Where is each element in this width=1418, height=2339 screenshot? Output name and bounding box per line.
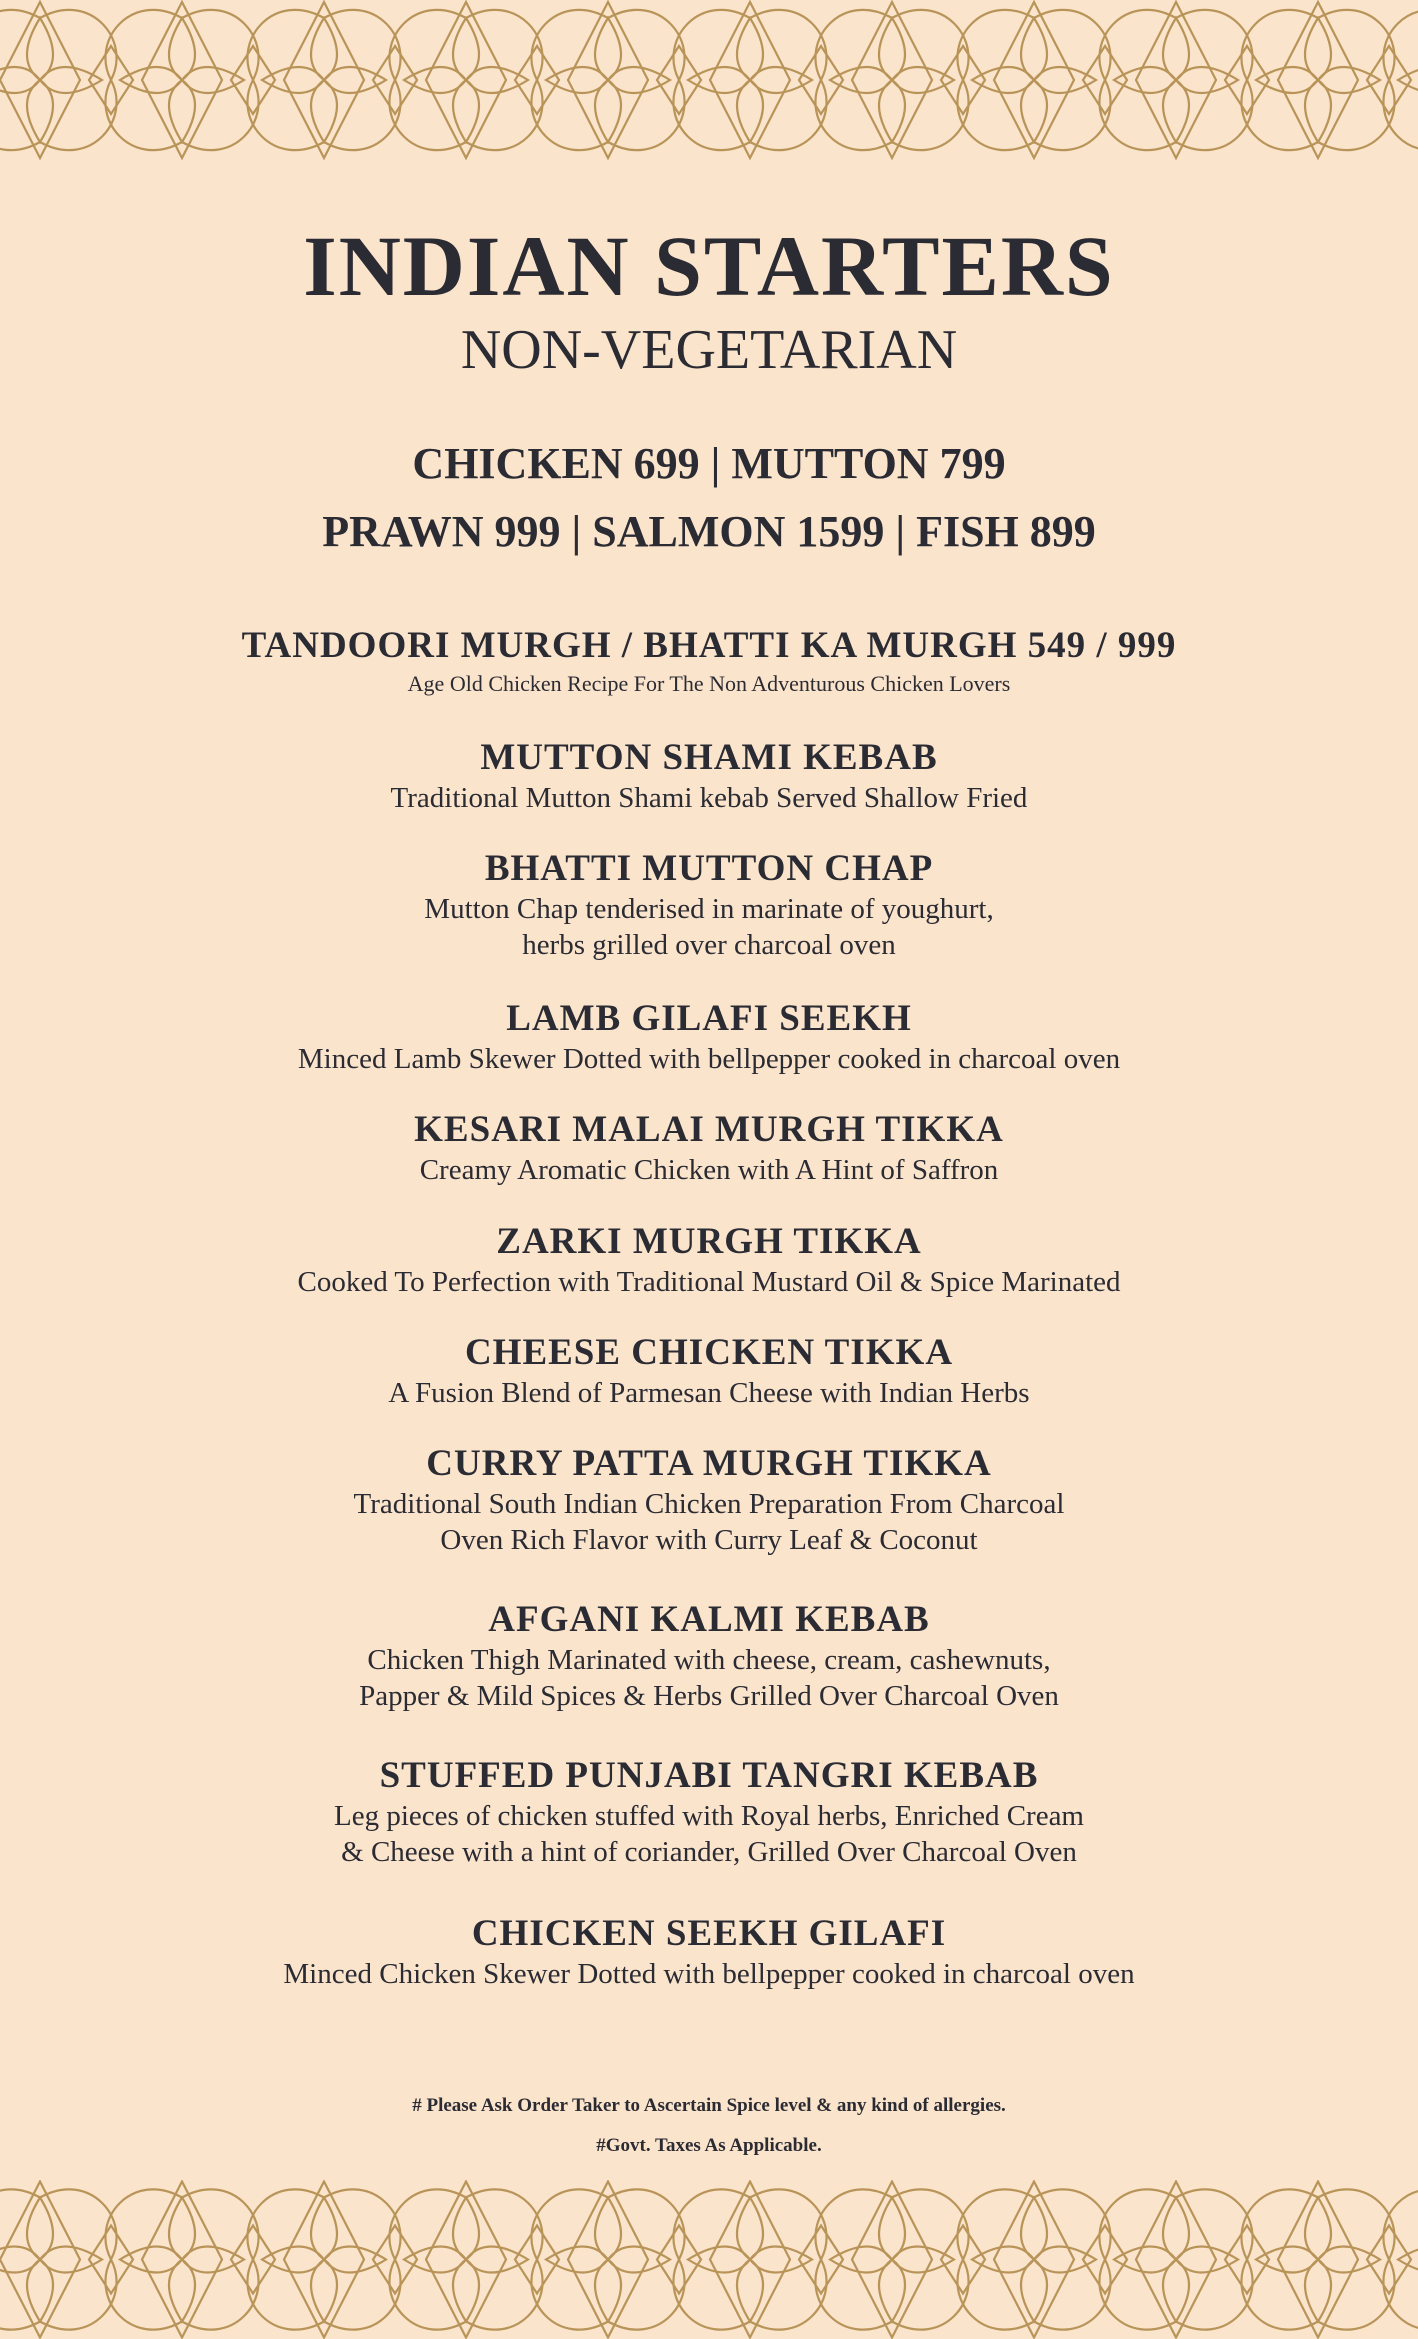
price-line-2: PRAWN 999 | SALMON 1599 | FISH 899: [322, 507, 1096, 556]
menu-items-list: [0, 624, 1418, 2022]
top-ornamental-border: [0, 0, 1418, 160]
item-description: Traditional Mutton Shami kebab Served Shallow Fried: [390, 782, 1028, 814]
ornament-motif: [1114, 2, 1318, 158]
ornament-motif: [0, 2, 182, 158]
ornament-motif: [1398, 2, 1418, 158]
item-description: Minced Chicken Skewer Dotted with bellpepper cooked in charcoal oven: [283, 1958, 1135, 1990]
item-description: Leg pieces of chicken stuffed with Royal herbs, Enriched Cream & Cheese with a hint of coriander, Grilled Over Charcoal Oven: [334, 1800, 1084, 1868]
ornament-motif: [1398, 2182, 1418, 2338]
ornament-motif: [688, 2182, 892, 2338]
ornament-motif: [0, 2, 40, 158]
menu-item: [0, 624, 1418, 736]
item-description: Traditional South Indian Chicken Preparation From Charcoal Oven Rich Flavor with Curry Leaf & Coconut: [353, 1488, 1065, 1556]
ornament-motif: [1114, 2182, 1318, 2338]
tax-note: #Govt. Taxes As Applicable.: [596, 2135, 822, 2156]
ornament-motif: [120, 2, 324, 158]
item-name: KESARI MALAI MURGH TIKKA: [414, 1109, 1004, 1150]
item-name: STUFFED PUNJABI TANGRI KEBAB: [379, 1755, 1039, 1796]
ornament-motif: [546, 2, 750, 158]
menu-item: [0, 1220, 1418, 1331]
ornament-motif: [688, 2, 892, 158]
item-name: TANDOORI MURGH / BHATTI KA MURGH 549 / 999: [241, 625, 1177, 666]
price-line-1: CHICKEN 699 | MUTTON 799: [412, 439, 1006, 488]
menu-item: [0, 736, 1418, 847]
ornament-motif: [972, 2, 1176, 158]
ornament-motif: [404, 2182, 608, 2338]
menu-item: [0, 1442, 1418, 1598]
ornament-motif: [0, 2182, 182, 2338]
item-name: BHATTI MUTTON CHAP: [484, 848, 934, 889]
menu-item: [0, 847, 1418, 997]
menu-item: [0, 1108, 1418, 1220]
item-name: CURRY PATTA MURGH TIKKA: [426, 1443, 992, 1484]
menu-item: [0, 1754, 1418, 1912]
item-name: ZARKI MURGH TIKKA: [496, 1221, 922, 1262]
menu-item: [0, 997, 1418, 1108]
item-name: CHICKEN SEEKH GILAFI: [471, 1913, 947, 1954]
item-description: Mutton Chap tenderised in marinate of youghurt, herbs grilled over charcoal oven: [424, 893, 994, 961]
ornament-motif: [404, 2, 608, 158]
ornament-motif: [830, 2, 1034, 158]
ornament-motif: [1256, 2182, 1418, 2338]
page-subtitle: NON-VEGETARIAN: [460, 319, 958, 381]
item-description: Minced Lamb Skewer Dotted with bellpepper cooked in charcoal oven: [297, 1043, 1121, 1075]
ornament-motif: [0, 2182, 40, 2338]
menu-item: [0, 1598, 1418, 1754]
item-description: Chicken Thigh Marinated with cheese, cream, cashewnuts, Papper & Mild Spices & Herbs Grilled Over Charcoal Oven: [359, 1644, 1059, 1712]
ornament-motif: [972, 2182, 1176, 2338]
ornament-motif: [120, 2182, 324, 2338]
item-description: A Fusion Blend of Parmesan Cheese with Indian Herbs: [388, 1377, 1030, 1409]
item-name: AFGANI KALMI KEBAB: [488, 1599, 930, 1640]
page-title: INDIAN STARTERS: [303, 218, 1115, 314]
footer-notes: [0, 2086, 1418, 2166]
menu-item: [0, 1331, 1418, 1442]
ornament-motif: [546, 2182, 750, 2338]
spice-allergy-note: # Please Ask Order Taker to Ascertain Spice level & any kind of allergies.: [412, 2095, 1006, 2116]
item-description: Age Old Chicken Recipe For The Non Adventurous Chicken Lovers: [407, 671, 1011, 696]
item-name: LAMB GILAFI SEEKH: [506, 998, 912, 1039]
bottom-ornamental-border: [0, 2180, 1418, 2339]
item-name: MUTTON SHAMI KEBAB: [480, 737, 938, 778]
menu-item: [0, 1912, 1418, 2022]
ornament-motif: [262, 2182, 466, 2338]
ornament-motif: [1256, 2, 1418, 158]
ornament-motif: [830, 2182, 1034, 2338]
item-description: Creamy Aromatic Chicken with A Hint of Saffron: [419, 1154, 999, 1186]
item-name: CHEESE CHICKEN TIKKA: [464, 1332, 954, 1373]
ornament-motif: [262, 2, 466, 158]
item-description: Cooked To Perfection with Traditional Mustard Oil & Spice Marinated: [297, 1266, 1121, 1298]
